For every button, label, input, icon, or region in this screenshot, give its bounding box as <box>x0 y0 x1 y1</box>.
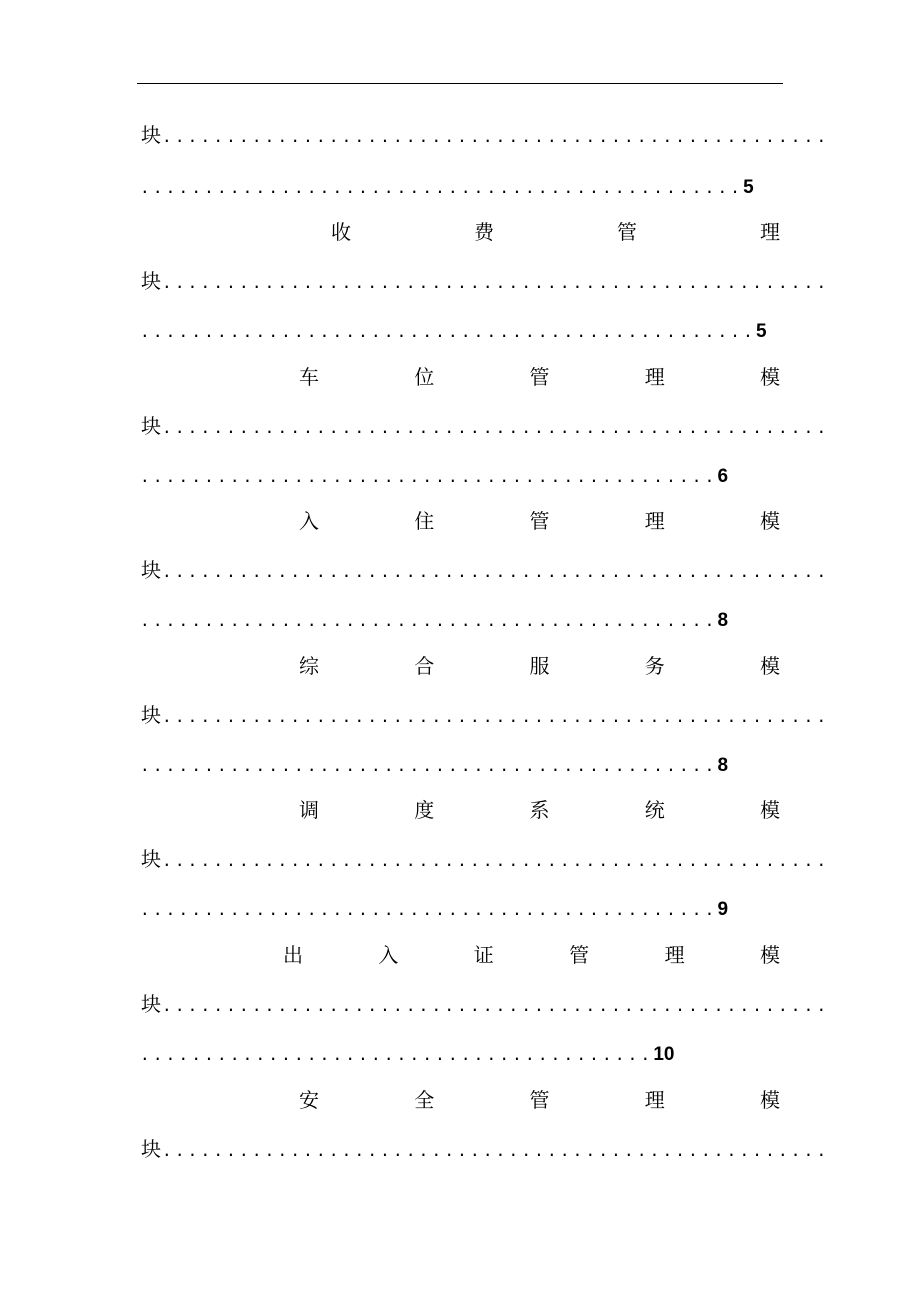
toc-entry-tail[interactable] <box>140 749 728 779</box>
toc-title-char: 证 <box>473 943 494 967</box>
toc-entry-tail[interactable] <box>140 1038 674 1068</box>
toc-leader: .................................................... <box>162 851 830 870</box>
toc-leader: .................................................... <box>162 1141 830 1160</box>
toc-title-char: 理 <box>664 943 685 967</box>
toc-leader: .................................................... <box>162 996 830 1015</box>
toc-leader: .................................................... <box>162 707 830 726</box>
toc-entry-tail[interactable] <box>140 893 728 923</box>
toc-entry-title[interactable] <box>330 217 781 247</box>
toc-entry-title[interactable] <box>298 362 781 392</box>
toc-title-char: 理 <box>644 1088 665 1112</box>
toc-page-number: 9 <box>717 899 729 920</box>
toc-title-char: 模 <box>760 654 780 678</box>
toc-suffix: 块 <box>141 847 161 871</box>
toc-leader: .................................................... <box>162 273 830 292</box>
toc-leader: ............................................. <box>140 900 718 919</box>
header-rule <box>137 83 783 84</box>
toc-title-char: 住 <box>414 509 435 533</box>
toc-entry-title[interactable] <box>298 651 781 681</box>
toc-suffix: 块 <box>141 1137 161 1161</box>
toc-title-char: 综 <box>299 654 319 678</box>
toc-title-char: 理 <box>644 365 665 389</box>
toc-title-char: 调 <box>299 798 319 822</box>
toc-suffix: 块 <box>141 269 161 293</box>
toc-entry-title[interactable] <box>298 795 781 825</box>
toc-title-char: 模 <box>760 798 780 822</box>
toc-entry-leader-line <box>140 989 829 1019</box>
toc-title-char: 统 <box>644 798 665 822</box>
toc-title-char: 入 <box>378 943 399 967</box>
toc-leader: ............................................. <box>140 756 718 775</box>
toc-leader: .................................................... <box>162 562 830 581</box>
toc-entry-title[interactable] <box>282 940 781 970</box>
toc-title-char: 系 <box>529 798 550 822</box>
toc-title-char: 入 <box>299 509 319 533</box>
toc-suffix: 块 <box>141 992 161 1016</box>
toc-page-number: 8 <box>717 755 729 776</box>
toc-title-char: 收 <box>331 220 351 244</box>
toc-entry-title[interactable] <box>298 1085 781 1115</box>
toc-title-char: 车 <box>299 365 319 389</box>
toc-leader: ............................................... <box>140 178 744 197</box>
toc-entry-tail[interactable] <box>140 604 728 634</box>
toc-title-char: 管 <box>529 509 550 533</box>
toc-title-char: 位 <box>414 365 435 389</box>
toc-title-char: 模 <box>759 943 780 967</box>
toc-page-number: 8 <box>717 610 729 631</box>
toc-title-char: 务 <box>644 654 665 678</box>
toc-title-char: 出 <box>283 943 303 967</box>
toc-title-char: 全 <box>414 1088 435 1112</box>
toc-entry-leader-line <box>140 555 829 585</box>
toc-title-char: 合 <box>414 654 435 678</box>
toc-leader: ............................................. <box>140 611 718 630</box>
toc-entry-title[interactable] <box>298 506 781 536</box>
toc-title-char: 费 <box>474 220 494 244</box>
toc-entry-leader-line <box>140 1134 829 1164</box>
toc-title-char: 安 <box>299 1088 319 1112</box>
toc-entry-leader-line <box>140 844 829 874</box>
toc-title-char: 模 <box>760 509 780 533</box>
toc-line-continued <box>140 120 829 150</box>
toc-title-char: 管 <box>529 365 550 389</box>
toc-title-char: 管 <box>569 943 590 967</box>
toc-title-char: 服 <box>529 654 550 678</box>
toc-leader: .................................................... <box>162 418 830 437</box>
toc-title-char: 度 <box>414 798 435 822</box>
toc-entry-tail[interactable] <box>140 315 767 345</box>
toc-leader: ............................................. <box>140 467 718 486</box>
toc-leader: ........................................ <box>140 1045 654 1064</box>
toc-suffix: 块 <box>141 414 161 438</box>
toc-entry-leader-line <box>140 266 829 296</box>
toc-tail-continued[interactable] <box>140 171 754 201</box>
toc-title-char: 模 <box>760 1088 780 1112</box>
toc-leader: ................................................ <box>140 322 756 341</box>
toc-entry-tail[interactable] <box>140 460 728 490</box>
toc-suffix: 块 <box>141 558 161 582</box>
toc-page-number: 10 <box>653 1044 675 1065</box>
toc-title-char: 模 <box>760 365 780 389</box>
toc-title-char: 管 <box>617 220 637 244</box>
toc-page-number: 6 <box>717 466 729 487</box>
toc-suffix: 块 <box>141 703 161 727</box>
toc-leader: .................................................... <box>162 127 830 146</box>
toc-suffix: 块 <box>141 123 161 147</box>
toc-entry-leader-line <box>140 411 829 441</box>
toc-page-number: 5 <box>743 177 754 198</box>
toc-title-char: 管 <box>529 1088 550 1112</box>
toc-page-number: 5 <box>755 321 767 342</box>
toc-title-char: 理 <box>760 220 780 244</box>
toc-title-char: 理 <box>644 509 665 533</box>
toc-entry-leader-line <box>140 700 829 730</box>
